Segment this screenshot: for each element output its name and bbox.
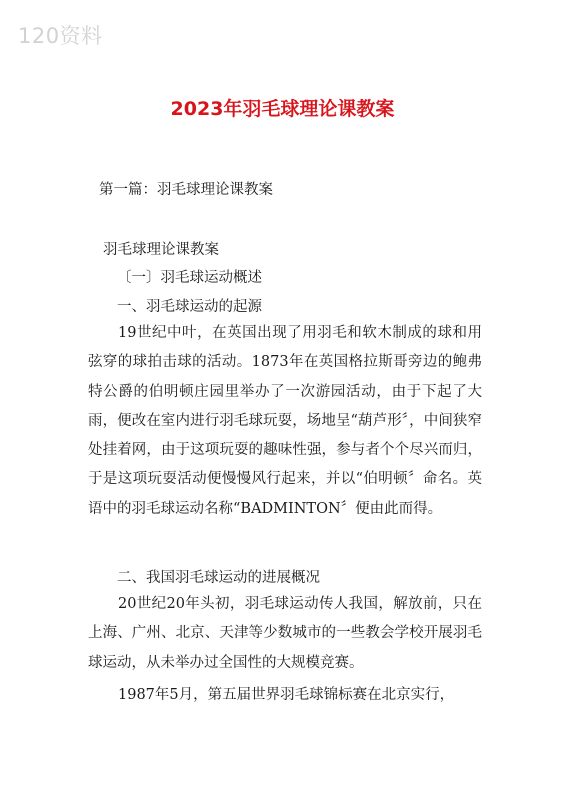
subsection-heading-origin: 一、羽毛球运动的起源 — [117, 299, 262, 315]
subsection-heading-china: 二、我国羽毛球运动的进展概况 — [117, 570, 320, 586]
course-heading: 羽毛球理论课教案 — [103, 242, 219, 258]
part-heading: 〔一〕羽毛球运动概述 — [117, 270, 262, 286]
paragraph-origin: 19世纪中叶，在英国出现了用羽毛和软木制成的球和用弦穿的球拍击球的活动。1873年在英国格拉斯哥旁边的鲍弗特公爵的伯明顿庄园里举办了一次游园活动，由于下起了大雨，便改在室内进行羽毛球玩耍，场地呈“葫芦形〞，中间狭窄处挂着网，由于这项玩耍的趣味性强，参与者个个尽兴而归，于是这项玩耍活动便慢慢风行起来，并以“伯明顿〞命名。英语中的羽毛球运动名称“BADMINTON〞便由此而得。 — [88, 325, 482, 517]
document-title: 2023年羽毛球理论课教案 — [170, 98, 395, 120]
paragraph-china: 20世纪20年头初，羽毛球运动传人我国，解放前，只在上海、广州、北京、天津等少数城市的一些教会学校开展羽毛球运动，从未举办过全国性的大规模竞赛。 — [88, 596, 482, 671]
section-heading: 第一篇：羽毛球理论课教案 — [99, 182, 273, 198]
paragraph-1987: 1987年5月，第五届世界羽毛球锦标赛在北京实行， — [118, 687, 455, 703]
watermark-logo: 120资料 — [18, 24, 103, 48]
